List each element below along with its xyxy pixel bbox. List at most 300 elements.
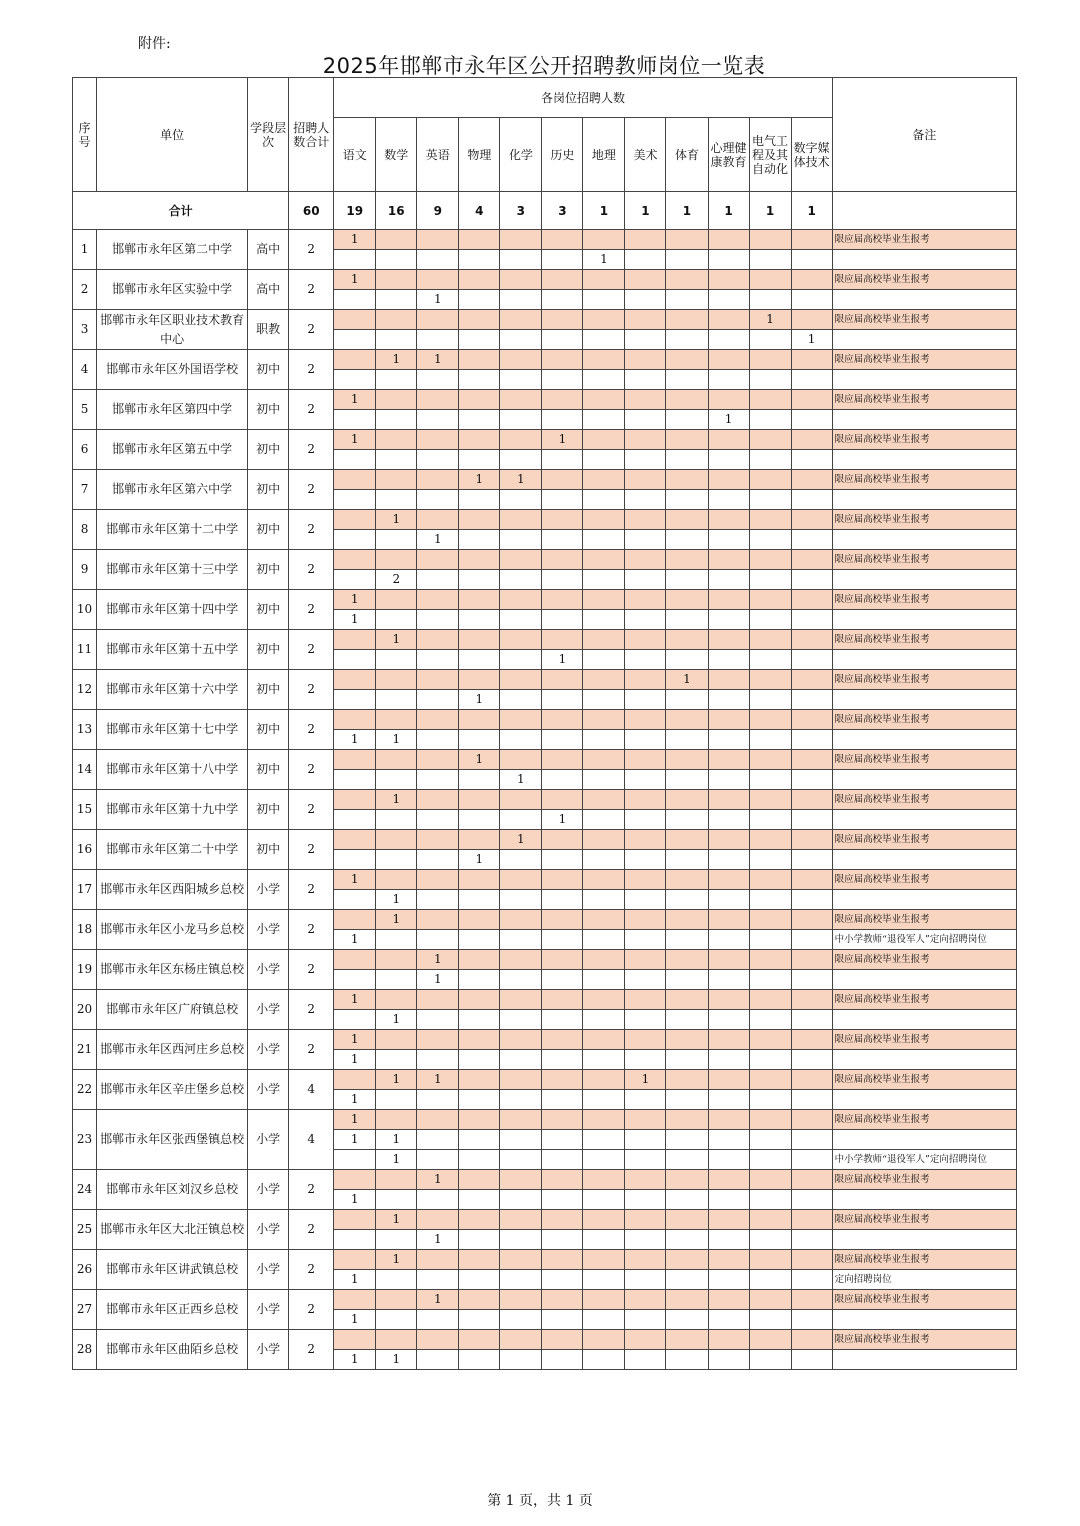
row-level: 初中 (248, 830, 289, 870)
subject-count-cell (542, 410, 583, 430)
row-level: 高中 (248, 270, 289, 310)
row-remark: 限应届高校毕业生报考 (832, 390, 1016, 410)
table-row (73, 1170, 1017, 1190)
subject-count-cell (334, 410, 376, 430)
subject-count-cell (417, 470, 459, 490)
subject-count-cell (666, 370, 708, 390)
row-level: 初中 (248, 470, 289, 510)
row-seq: 5 (73, 390, 97, 430)
subject-count-cell (417, 1090, 459, 1110)
subject-count-cell (708, 530, 749, 550)
subject-count-cell (666, 970, 708, 990)
subject-count-cell (334, 850, 376, 870)
subject-count-cell (625, 1230, 666, 1250)
row-remark: 限应届高校毕业生报考 (832, 310, 1016, 330)
subject-count-cell (376, 970, 417, 990)
subject-count-cell (749, 350, 791, 370)
subject-count-cell (625, 930, 666, 950)
subject-count-cell (417, 590, 459, 610)
subject-count-cell (749, 250, 791, 270)
subject-count-cell (666, 1210, 708, 1230)
subject-count-cell (749, 790, 791, 810)
subject-count-cell (500, 1110, 542, 1130)
subject-count-cell (334, 350, 376, 370)
subject-count-cell (583, 1050, 625, 1070)
subject-count-cell (376, 390, 417, 410)
subject-count-cell (500, 1210, 542, 1230)
subject-count-cell (417, 790, 459, 810)
totals-subject: 3 (500, 192, 542, 230)
subject-count-cell (791, 590, 832, 610)
row-remark: 限应届高校毕业生报考 (832, 550, 1016, 570)
subject-count-cell (791, 870, 832, 890)
subject-count-cell (583, 1070, 625, 1090)
subject-count-cell (376, 1170, 417, 1190)
subject-count-cell (417, 1350, 459, 1370)
subject-count-cell (708, 890, 749, 910)
table-row (73, 1290, 1017, 1310)
subject-count-cell (459, 1130, 500, 1150)
subject-count-cell (583, 810, 625, 830)
subject-count-cell (417, 990, 459, 1010)
subject-count-cell (376, 830, 417, 850)
row-remark (832, 370, 1016, 390)
subject-count-cell (334, 1290, 376, 1310)
subject-count-cell (500, 1090, 542, 1110)
subject-count-cell (666, 690, 708, 710)
row-seq: 6 (73, 430, 97, 470)
subject-count-cell (500, 1230, 542, 1250)
subject-count-cell (749, 490, 791, 510)
row-unit: 邯郸市永年区第十七中学 (97, 710, 248, 750)
subject-count-cell (376, 450, 417, 470)
table-row (73, 550, 1017, 570)
row-seq: 17 (73, 870, 97, 910)
subject-count-cell (334, 1210, 376, 1230)
subject-count-cell (500, 750, 542, 770)
subject-count-cell (500, 1130, 542, 1150)
subject-count-cell (542, 1190, 583, 1210)
subject-count-cell (542, 510, 583, 530)
subject-count-cell (791, 770, 832, 790)
subject-count-cell (666, 910, 708, 930)
subject-count-cell (500, 850, 542, 870)
page-title: 2025年邯郸市永年区公开招聘教师岗位一览表 (322, 54, 766, 78)
subject-count-cell (625, 870, 666, 890)
subject-count-cell (749, 1190, 791, 1210)
subject-count-cell (583, 990, 625, 1010)
subject-count-cell (334, 310, 376, 330)
subject-count-cell (376, 750, 417, 770)
row-total: 2 (289, 830, 334, 870)
row-level: 高中 (248, 230, 289, 270)
subject-count-cell (791, 830, 832, 850)
row-seq: 14 (73, 750, 97, 790)
subject-count-cell (791, 1230, 832, 1250)
subject-count-cell (791, 510, 832, 530)
row-remark (832, 1130, 1016, 1150)
subject-count-cell (791, 350, 832, 370)
row-remark: 限应届高校毕业生报考 (832, 950, 1016, 970)
row-unit: 邯郸市永年区第十四中学 (97, 590, 248, 630)
subject-count-cell (625, 490, 666, 510)
header-level: 学段层次 (248, 78, 289, 192)
subject-count-cell: 1 (542, 810, 583, 830)
subject-count-cell (625, 850, 666, 870)
subject-count-cell (791, 690, 832, 710)
subject-count-cell (583, 310, 625, 330)
subject-count-cell (583, 230, 625, 250)
subject-count-cell (500, 1070, 542, 1090)
row-seq: 10 (73, 590, 97, 630)
row-seq: 27 (73, 1290, 97, 1330)
subject-count-cell (625, 610, 666, 630)
subject-count-cell (708, 1090, 749, 1110)
subject-count-cell (749, 810, 791, 830)
subject-count-cell (334, 670, 376, 690)
subject-count-cell (791, 890, 832, 910)
subject-count-cell (459, 450, 500, 470)
subject-count-cell (542, 350, 583, 370)
subject-count-cell: 1 (666, 670, 708, 690)
row-level: 小学 (248, 870, 289, 910)
subject-count-cell (459, 230, 500, 250)
row-level: 小学 (248, 1290, 289, 1330)
subject-count-cell (708, 1130, 749, 1150)
subject-count-cell (583, 1030, 625, 1050)
subject-count-cell (749, 850, 791, 870)
subject-count-cell (791, 410, 832, 430)
row-level: 小学 (248, 1110, 289, 1170)
subject-count-cell (542, 1310, 583, 1330)
subject-count-cell (708, 1290, 749, 1310)
subject-count-cell (749, 910, 791, 930)
subject-count-cell (376, 1290, 417, 1310)
subject-count-cell (334, 1230, 376, 1250)
subject-count-cell: 2 (376, 570, 417, 590)
recruitment-table (72, 77, 1017, 1370)
totals-subject: 16 (376, 192, 417, 230)
subject-count-cell (749, 1090, 791, 1110)
row-level: 初中 (248, 670, 289, 710)
row-total: 2 (289, 630, 334, 670)
row-remark (832, 410, 1016, 430)
subject-count-cell (749, 710, 791, 730)
subject-count-cell (625, 450, 666, 470)
subject-count-cell (625, 350, 666, 370)
subject-count-cell (708, 1230, 749, 1250)
subject-count-cell (542, 690, 583, 710)
table-row (73, 1030, 1017, 1050)
subject-count-cell (500, 1250, 542, 1270)
subject-count-cell (334, 650, 376, 670)
subject-count-cell (500, 1270, 542, 1290)
subject-count-cell (459, 770, 500, 790)
subject-count-cell: 1 (417, 530, 459, 550)
subject-count-cell (542, 710, 583, 730)
subject-count-cell (376, 1030, 417, 1050)
subject-count-cell (708, 950, 749, 970)
subject-count-cell (791, 1170, 832, 1190)
subject-count-cell: 1 (376, 1150, 417, 1170)
subject-count-cell (625, 1310, 666, 1330)
subject-count-cell: 1 (708, 410, 749, 430)
totals-subject: 3 (542, 192, 583, 230)
subject-count-cell (749, 510, 791, 530)
subject-count-cell (791, 1210, 832, 1230)
row-unit: 邯郸市永年区第二中学 (97, 230, 248, 270)
subject-count-cell (708, 630, 749, 650)
row-level: 初中 (248, 390, 289, 430)
subject-count-cell (625, 1290, 666, 1310)
row-remark: 限应届高校毕业生报考 (832, 1030, 1016, 1050)
subject-count-cell (500, 670, 542, 690)
subject-count-cell: 1 (334, 870, 376, 890)
subject-count-cell (708, 250, 749, 270)
subject-count-cell (417, 1150, 459, 1170)
row-remark (832, 850, 1016, 870)
subject-count-cell (625, 670, 666, 690)
subject-count-cell (417, 830, 459, 850)
subject-count-cell (666, 230, 708, 250)
row-unit: 邯郸市永年区职业技术教育中心 (97, 310, 248, 350)
attachment-label: 附件: (138, 36, 171, 52)
subject-count-cell: 1 (334, 1030, 376, 1050)
subject-count-cell (583, 1350, 625, 1370)
row-total: 4 (289, 1070, 334, 1110)
row-remark: 限应届高校毕业生报考 (832, 430, 1016, 450)
subject-count-cell (791, 290, 832, 310)
row-total: 2 (289, 750, 334, 790)
table-row (73, 350, 1017, 370)
totals-total: 60 (289, 192, 334, 230)
subject-count-cell: 1 (376, 890, 417, 910)
subject-count-cell (708, 750, 749, 770)
subject-count-cell (417, 1210, 459, 1230)
subject-count-cell (749, 970, 791, 990)
row-remark: 限应届高校毕业生报考 (832, 350, 1016, 370)
subject-count-cell (376, 690, 417, 710)
row-unit: 邯郸市永年区第十九中学 (97, 790, 248, 830)
subject-count-cell (791, 570, 832, 590)
subject-count-cell (542, 950, 583, 970)
subject-count-cell (708, 730, 749, 750)
subject-count-cell (749, 830, 791, 850)
subject-count-cell (542, 450, 583, 470)
subject-count-cell (791, 810, 832, 830)
subject-count-cell (459, 1270, 500, 1290)
subject-count-cell (583, 350, 625, 370)
subject-count-cell (583, 390, 625, 410)
subject-count-cell (583, 290, 625, 310)
subject-count-cell (417, 690, 459, 710)
subject-count-cell (583, 430, 625, 450)
subject-count-cell (459, 1350, 500, 1370)
subject-count-cell (500, 250, 542, 270)
subject-count-cell (749, 550, 791, 570)
table-row (73, 790, 1017, 810)
subject-count-cell (791, 950, 832, 970)
subject-count-cell (500, 910, 542, 930)
table-row (73, 870, 1017, 890)
subject-count-cell (625, 1150, 666, 1170)
subject-count-cell (376, 270, 417, 290)
subject-count-cell (791, 550, 832, 570)
subject-count-cell (417, 550, 459, 570)
subject-count-cell (666, 710, 708, 730)
subject-count-cell (791, 390, 832, 410)
subject-count-cell (542, 990, 583, 1010)
subject-count-cell (625, 890, 666, 910)
subject-count-cell (459, 950, 500, 970)
subject-count-cell (376, 1270, 417, 1290)
subject-count-cell (625, 470, 666, 490)
table-row (73, 270, 1017, 290)
subject-count-cell (542, 1250, 583, 1270)
subject-count-cell (583, 270, 625, 290)
totals-label: 合计 (73, 192, 289, 230)
table-row (73, 1210, 1017, 1230)
subject-count-cell (625, 1190, 666, 1210)
subject-count-cell (791, 1030, 832, 1050)
row-remark (832, 450, 1016, 470)
subject-count-cell (708, 1250, 749, 1270)
row-remark (832, 1050, 1016, 1070)
subject-count-cell (459, 1250, 500, 1270)
subject-count-cell (749, 1290, 791, 1310)
header-subject: 数字媒体技术 (791, 118, 832, 192)
row-remark: 限应届高校毕业生报考 (832, 1290, 1016, 1310)
subject-count-cell (542, 730, 583, 750)
table-row (73, 630, 1017, 650)
subject-count-cell (459, 570, 500, 590)
subject-count-cell (666, 770, 708, 790)
row-remark: 中小学教师“退役军人”定向招聘岗位 (832, 1150, 1016, 1170)
subject-count-cell (666, 490, 708, 510)
row-remark: 限应届高校毕业生报考 (832, 990, 1016, 1010)
subject-count-cell (542, 270, 583, 290)
subject-count-cell (666, 890, 708, 910)
subject-count-cell (625, 950, 666, 970)
subject-count-cell (749, 750, 791, 770)
subject-count-cell (417, 270, 459, 290)
subject-count-cell: 1 (376, 1210, 417, 1230)
row-unit: 邯郸市永年区第十三中学 (97, 550, 248, 590)
row-remark: 限应届高校毕业生报考 (832, 830, 1016, 850)
subject-count-cell (334, 750, 376, 770)
row-total: 2 (289, 1330, 334, 1370)
subject-count-cell (542, 970, 583, 990)
subject-count-cell (749, 270, 791, 290)
header-subject: 历史 (542, 118, 583, 192)
subject-count-cell (666, 990, 708, 1010)
subject-count-cell (459, 370, 500, 390)
subject-count-cell: 1 (376, 730, 417, 750)
subject-count-cell (500, 1170, 542, 1190)
subject-count-cell (749, 430, 791, 450)
subject-count-cell (625, 1110, 666, 1130)
subject-count-cell: 1 (542, 650, 583, 670)
header-subject: 心理健康教育 (708, 118, 749, 192)
row-seq: 20 (73, 990, 97, 1030)
row-level: 小学 (248, 990, 289, 1030)
row-seq: 8 (73, 510, 97, 550)
subject-count-cell (542, 790, 583, 810)
row-remark: 限应届高校毕业生报考 (832, 1170, 1016, 1190)
subject-count-cell (625, 730, 666, 750)
subject-count-cell (542, 1010, 583, 1030)
row-remark: 限应届高校毕业生报考 (832, 1110, 1016, 1130)
subject-count-cell (625, 970, 666, 990)
subject-count-cell (791, 270, 832, 290)
subject-count-cell (500, 490, 542, 510)
subject-count-cell (708, 430, 749, 450)
subject-count-cell (417, 930, 459, 950)
subject-count-cell (666, 930, 708, 950)
subject-count-cell (791, 1010, 832, 1030)
subject-count-cell (542, 1210, 583, 1230)
totals-subject: 1 (666, 192, 708, 230)
subject-count-cell (666, 510, 708, 530)
subject-count-cell (376, 650, 417, 670)
subject-count-cell (417, 430, 459, 450)
row-unit: 邯郸市永年区第二十中学 (97, 830, 248, 870)
subject-count-cell: 1 (417, 1070, 459, 1090)
row-total: 2 (289, 990, 334, 1030)
subject-count-cell (334, 570, 376, 590)
subject-count-cell (376, 230, 417, 250)
subject-count-cell (542, 1130, 583, 1150)
subject-count-cell (708, 550, 749, 570)
subject-count-cell (459, 350, 500, 370)
subject-count-cell (334, 890, 376, 910)
subject-count-cell (666, 350, 708, 370)
subject-count-cell (625, 390, 666, 410)
subject-count-cell (583, 770, 625, 790)
subject-count-cell (749, 470, 791, 490)
row-total: 2 (289, 310, 334, 350)
subject-count-cell (791, 310, 832, 330)
row-total: 4 (289, 1110, 334, 1170)
subject-count-cell (459, 730, 500, 750)
subject-count-cell (791, 450, 832, 470)
subject-count-cell (666, 570, 708, 590)
subject-count-cell (376, 1110, 417, 1130)
row-unit: 邯郸市永年区讲武镇总校 (97, 1250, 248, 1290)
subject-count-cell (417, 750, 459, 770)
subject-count-cell (583, 530, 625, 550)
row-remark (832, 970, 1016, 990)
subject-count-cell (459, 1050, 500, 1070)
subject-count-cell (334, 510, 376, 530)
subject-count-cell (708, 650, 749, 670)
subject-count-cell (749, 1250, 791, 1270)
subject-count-cell: 1 (459, 470, 500, 490)
subject-count-cell (708, 1210, 749, 1230)
subject-count-cell (749, 1030, 791, 1050)
subject-count-cell (749, 410, 791, 430)
subject-count-cell (500, 690, 542, 710)
header-seq: 序号 (73, 78, 97, 192)
subject-count-cell (749, 610, 791, 630)
subject-count-cell (376, 590, 417, 610)
subject-count-cell: 1 (459, 750, 500, 770)
subject-count-cell (417, 1310, 459, 1330)
subject-count-cell (542, 1270, 583, 1290)
row-remark (832, 730, 1016, 750)
header-remark: 备注 (832, 78, 1016, 192)
subject-count-cell (459, 910, 500, 930)
